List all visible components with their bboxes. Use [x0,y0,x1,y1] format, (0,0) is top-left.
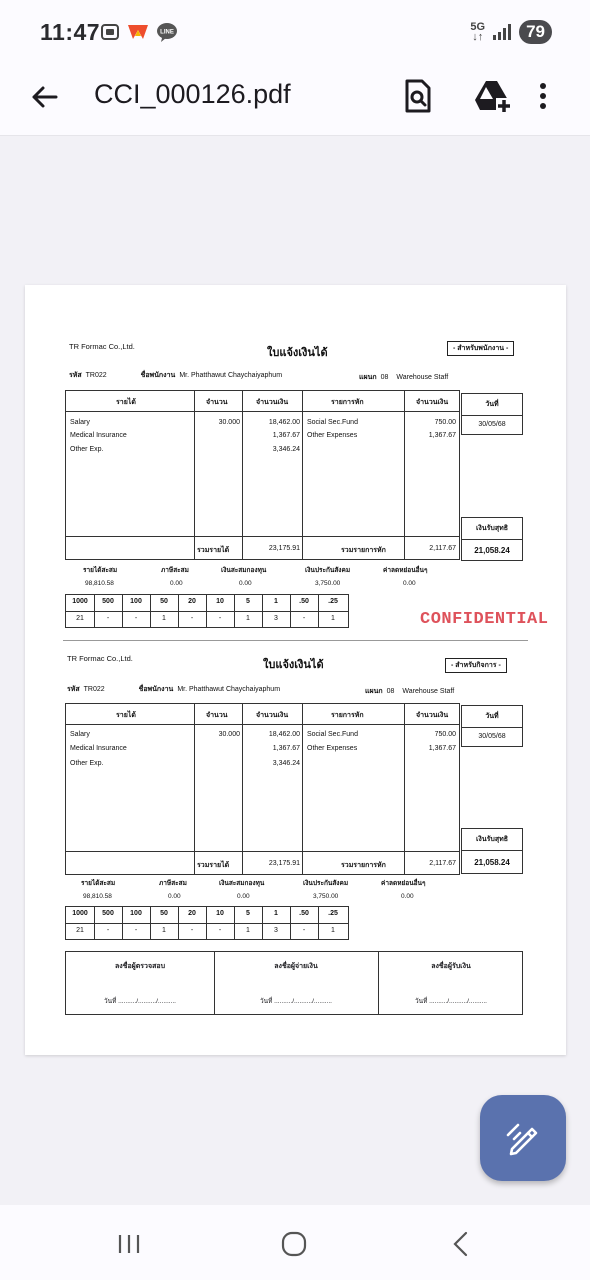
notification-icons [100,22,178,42]
annotate-button[interactable] [480,1095,566,1181]
back-nav-icon[interactable] [446,1229,476,1259]
denomination-table: 1000 500 100 50 20 10 5 1 .50 .25 21 - - 1 - - 1 3 - 1 [65,906,349,940]
income-label: Salary [70,731,90,738]
deduction-label: Other Expenses [307,432,358,439]
net-pay: 21,058.24 [474,858,510,867]
earnings-table: รายได้ จำนวน จำนวนเงิน รายการหัก จำนวนเงิน Salary 30.000 18,462.00 Medical Insurance 1,367.67 Other Exp. 3,346.24 Social Sec.Fund 750.00 Other Expenses 1,367.67 รวมรายได้ 23,175.91 รวมรายการหัก 2,117.67 [65,390,460,560]
deduction-label: Other Expenses [307,745,358,752]
copy-tag: - สำหรับพนักงาน - [447,341,514,356]
pen-annotate-icon [504,1119,542,1157]
slip-title: ใบแจ้งเงินได้ [267,347,328,359]
employee-info: รหัส TR022 ชื่อพนักงาน Mr. Phatthawut Chaychaiyaphum [67,686,281,693]
income-label: Other Exp. [70,446,104,453]
line-app-icon [156,22,178,42]
search-document-icon[interactable] [398,76,438,116]
status-time: 11:47 [40,19,101,45]
network-indicator: 5G ↓↑ [470,21,486,43]
status-bar [0,0,590,62]
net-pay-box: เงินรับสุทธิ 21,058.24 [461,517,523,561]
svg-text:LINE: LINE [160,29,174,36]
date-box: วันที่ 30/05/68 [461,393,523,435]
home-icon[interactable] [279,1229,309,1259]
system-status [470,20,552,44]
company-name: TR Formac Co.,Ltd. [69,342,135,351]
shopee-icon [127,23,149,41]
navigation-bar [0,1205,590,1280]
deduction-label: Social Sec.Fund [307,419,358,426]
department-info: แผนก 08 Warehouse Staff [365,688,455,695]
total-income: 23,175.91 [268,545,300,552]
signal-icon [493,24,511,40]
earnings-table: รายได้ จำนวน จำนวนเงิน รายการหัก จำนวนเงิน Salary 30.000 18,462.00 Medical Insurance 1,367.67 Other Exp. 3,346.24 Social Sec.Fund 750.00 Other Expenses 1,367.67 รวมรายได้ 23,175.91 รวมรายการหัก 2,117.67 [65,703,460,875]
document-title: CCI_000126.pdf [94,79,291,109]
total-income: 23,175.91 [268,860,300,867]
department-info: แผนก 08 Warehouse Staff [359,374,449,381]
battery-indicator: 79 [519,20,552,44]
deduction-label: Social Sec.Fund [307,731,358,738]
income-label: Medical Insurance [70,432,127,439]
confidential-stamp: CONFIDENTIAL [420,610,549,629]
signature-table: ลงชื่อผู้ตรวจสอบ ลงชื่อผู้จ่ายเงิน ลงชื่อผู้รับเงิน วันที่ ........../........../.......... วันที่ ........../........../.......... วันที่ ........../........../.......... [65,951,523,1015]
company-name: TR Formac Co.,Ltd. [67,654,133,663]
income-label: Salary [70,419,90,426]
income-label: Medical Insurance [70,745,127,752]
date-box: วันที่ 30/05/68 [461,705,523,747]
more-vert-icon[interactable] [536,76,550,116]
back-arrow-icon[interactable] [26,79,62,115]
total-deduction: 2,117.67 [429,860,456,867]
drive-add-icon[interactable] [472,76,512,116]
net-pay-box: เงินรับสุทธิ 21,058.24 [461,828,523,874]
copy-tag: - สำหรับกิจการ - [445,658,507,673]
recent-apps-icon[interactable] [114,1229,144,1259]
screenshot-icon [100,22,120,42]
pdf-page[interactable]: TR Formac Co.,Ltd. ใบแจ้งเงินได้ - สำหรับพนักงาน - รหัส TR022 ชื่อพนักงาน Mr. Phatthawut Chaychaiyaphum แผนก 08 Warehouse Staff รายได้ จำนวน จำนวนเงิน รายการหัก จำนวนเงิน Salary 30.000 18,462.00 Medical Insurance 1,367.67 Other Exp. 3,346.24 Social Sec.Fund 750.00 Other Expenses 1,367.67 รวมรายได้ 23,175.91 รวมรายการหัก 2,117.67 วันที่ 30/05/68 เงินรับสุทธิ 21,058.24 รายได้สะสม ภาษีสะสม เงินสะสมกองทุน เงินประกันสังคม ค่าลดหย่อนอื่นๆ 98,810.58 0.00 0.00 3,750.00 0.00 1000 500 100 50 20 10 5 1 .50 .25 21 - - 1 - - 1 3 - 1 CONFIDENTIAL TR Formac Co.,Ltd. ใบแจ้งเงินได้ - สำหรับกิจการ - รหัส TR022 ชื่อพนักงาน Mr. Phatthawut Chaychaiyaphum แผนก 08 Warehouse Staff รายได้ จำนวน จำนวนเงิน รายการหัก จำนวนเงิน Salary 30.000 18,462.00 Medical Insurance 1,367.67 Other Exp. 3,346.24 Social Sec.Fund 750.00 Other Expenses 1,367.67 รวมรายได้ 23,175.91 รวมรายการหัก 2,117.67 วันที่ 30/05/68 เงินรับสุทธิ 21,058.24 รายได้สะสม ภาษีสะสม เงินสะสมกองทุน เงินประกันสังคม ค่าลดหย่อนอื่นๆ 98,810.58 0.00 0.00 3,750.00 0.00 1000 500 100 50 20 10 5 1 .50 .25 21 - - 1 - - 1 3 - 1 ลงชื่อผู้ตรวจสอบ ลงชื่อผู้จ่ายเงิน ลงชื่อผู้รับเงิน วันที่ ........../........../.......... วันที่ ........../........../.......... วันที่ ........../........../.......... [25,285,566,1055]
tear-line [63,640,528,641]
employee-info: รหัส TR022 ชื่อพนักงาน Mr. Phatthawut Chaychaiyaphum [69,372,283,379]
app-bar [0,62,590,136]
denomination-table: 1000 500 100 50 20 10 5 1 .50 .25 21 - - 1 - - 1 3 - 1 [65,594,349,628]
net-pay: 21,058.24 [474,546,510,555]
total-deduction: 2,117.67 [429,545,456,552]
slip-title: ใบแจ้งเงินได้ [263,659,324,671]
income-label: Other Exp. [70,760,104,767]
